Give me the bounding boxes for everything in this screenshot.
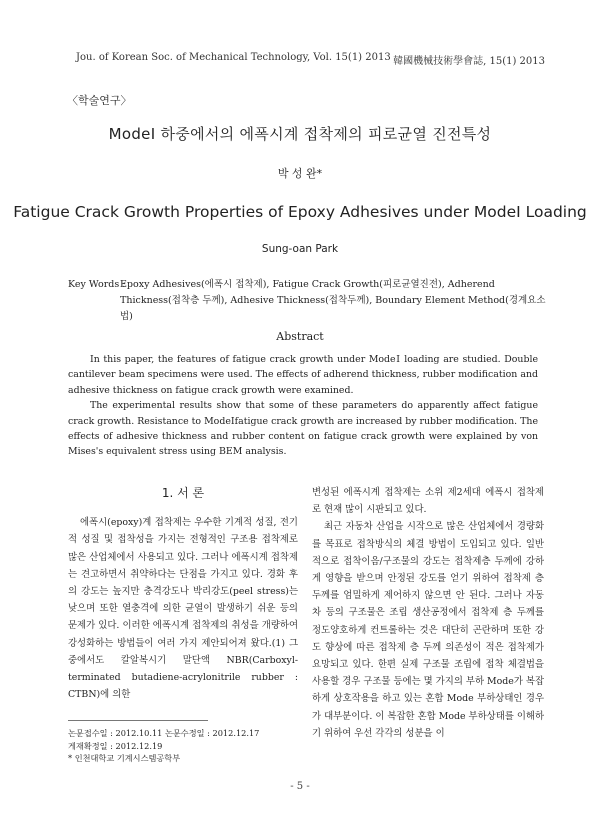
title-english: Fatigue Crack Growth Properties of Epoxy Adhesives under ModeⅠ Loading bbox=[13, 203, 587, 221]
title-korean: ModeⅠ 하중에서의 에폭시계 접착제의 피로균열 진전특성 bbox=[108, 125, 492, 143]
footnotes bbox=[68, 727, 308, 765]
footnote-affiliation: * 인천대학교 기계시스템공학부 bbox=[68, 753, 181, 763]
footnote-accepted: 게재확정일 : 2012.12.19 bbox=[68, 740, 163, 751]
author-english: Sung-oan Park bbox=[261, 243, 339, 255]
right-column bbox=[312, 484, 544, 742]
keywords-label: Key Words : bbox=[68, 279, 126, 290]
footnote-divider bbox=[68, 720, 208, 721]
abstract-heading: Abstract bbox=[276, 330, 324, 343]
left-column bbox=[68, 484, 298, 703]
running-header-journal-ko: 韓國機械技術學會誌, 15(1) 2013 bbox=[393, 56, 545, 67]
keywords-text: Epoxy Adhesives(에폭시 접착제), Fatigue Crack Growth(피로균열진전), Adherend Thickness(접착층 두께), Adhesive Thickness(접착두께), Boundary Element Method(경계요소법) bbox=[120, 279, 546, 322]
footnote-dates: 논문접수일 : 2012.10.11 논문수정일 : 2012.12.17 bbox=[68, 728, 260, 738]
abstract-paragraph: The experimental results show that some of these parameters do apparently affect fatigue crack growth. Resistance to ModeⅠfatigue crack growth are increased by rubber modification. The effects of adhesive thickness and rubber content on fatigue crack growth were explained by von Mises's equivalent stress using BEM analysis. bbox=[68, 400, 538, 458]
author-korean: 박 성 완* bbox=[277, 167, 323, 180]
body-paragraph: 최근 자동차 산업을 시작으로 많은 산업체에서 경량화를 목표로 접착방식의 체결 방법이 도입되고 있다. 일반적으로 접착이음/구조물의 강도는 접착제층 두께에 강하게 영향을 받으며 안정된 강도를 얻기 위하여 접착제 층 두께를 엄밀하게 제어하지 않으면 안 된다. 그러나 자동차 등의 구조물은 조립 생산공정에서 접착제 층 두께를 정도양호하게 컨트롤하는 것은 대단히 곤란하며 또한 강도 향상에 따른 접착제 층 두께 의존성이 적은 접착제가 요망되고 있다. 한편 실제 구조물 조립에 접착 체결법을 사용할 경우 구조물 등에는 몇 가지의 부하 Mode가 복잡하게 상호작용을 하고 있는 혼합 Mode 부하상태인 경우가 대부분이다. 이 복잡한 혼합 Mode 부하상태를 이해하기 위하여 우선 각각의 성분을 이 bbox=[312, 521, 544, 739]
running-header-journal-en: Jou. of Korean Soc. of Mechanical Technology, Vol. 15(1) 2013 bbox=[76, 52, 391, 63]
body-paragraph: 에폭시(epoxy)계 접착제는 우수한 기계적 성질, 전기적 성질 및 접착성을 가지는 전형적인 구조용 접착제로 많은 산업체에서 사용되고 있다. 그러나 에폭시계 접착제는 견고하면서 취약하다는 단점을 가지고 있다. 경화 후의 강도는 높지만 충격강도나 박리강도(peel stress)는 낮으며 또한 열충격에 의한 균열이 발생하기 쉬운 등의 문제가 있다. 이러한 에폭시계 접착제의 취성을 개량하여 강성화하는 방법들이 여러 가지 제안되어져 왔다.(1) 그중에서도 칼알복시기 말단액 NBR(Carboxyl-terminated butadiene-acrylonitrile rubber : CTBN)에 의한 bbox=[68, 517, 298, 701]
article-category: 〈학술연구〉 bbox=[67, 94, 132, 107]
page-number: - 5 - bbox=[290, 781, 310, 792]
section-heading: 1. 서 론 bbox=[161, 486, 205, 500]
body-paragraph: 변성된 에폭시계 접착제는 소위 제2세대 에폭시 접착제로 현재 많이 시판되고 있다. bbox=[312, 487, 544, 516]
abstract-paragraph: In this paper, the features of fatigue crack growth under ModeⅠ loading are studied. Double cantilever beam specimens were used. The effects of adherend thickness, rubber modification and adhesive thickness on fatigue crack growth were examined. bbox=[68, 354, 538, 396]
abstract-body bbox=[68, 352, 538, 460]
